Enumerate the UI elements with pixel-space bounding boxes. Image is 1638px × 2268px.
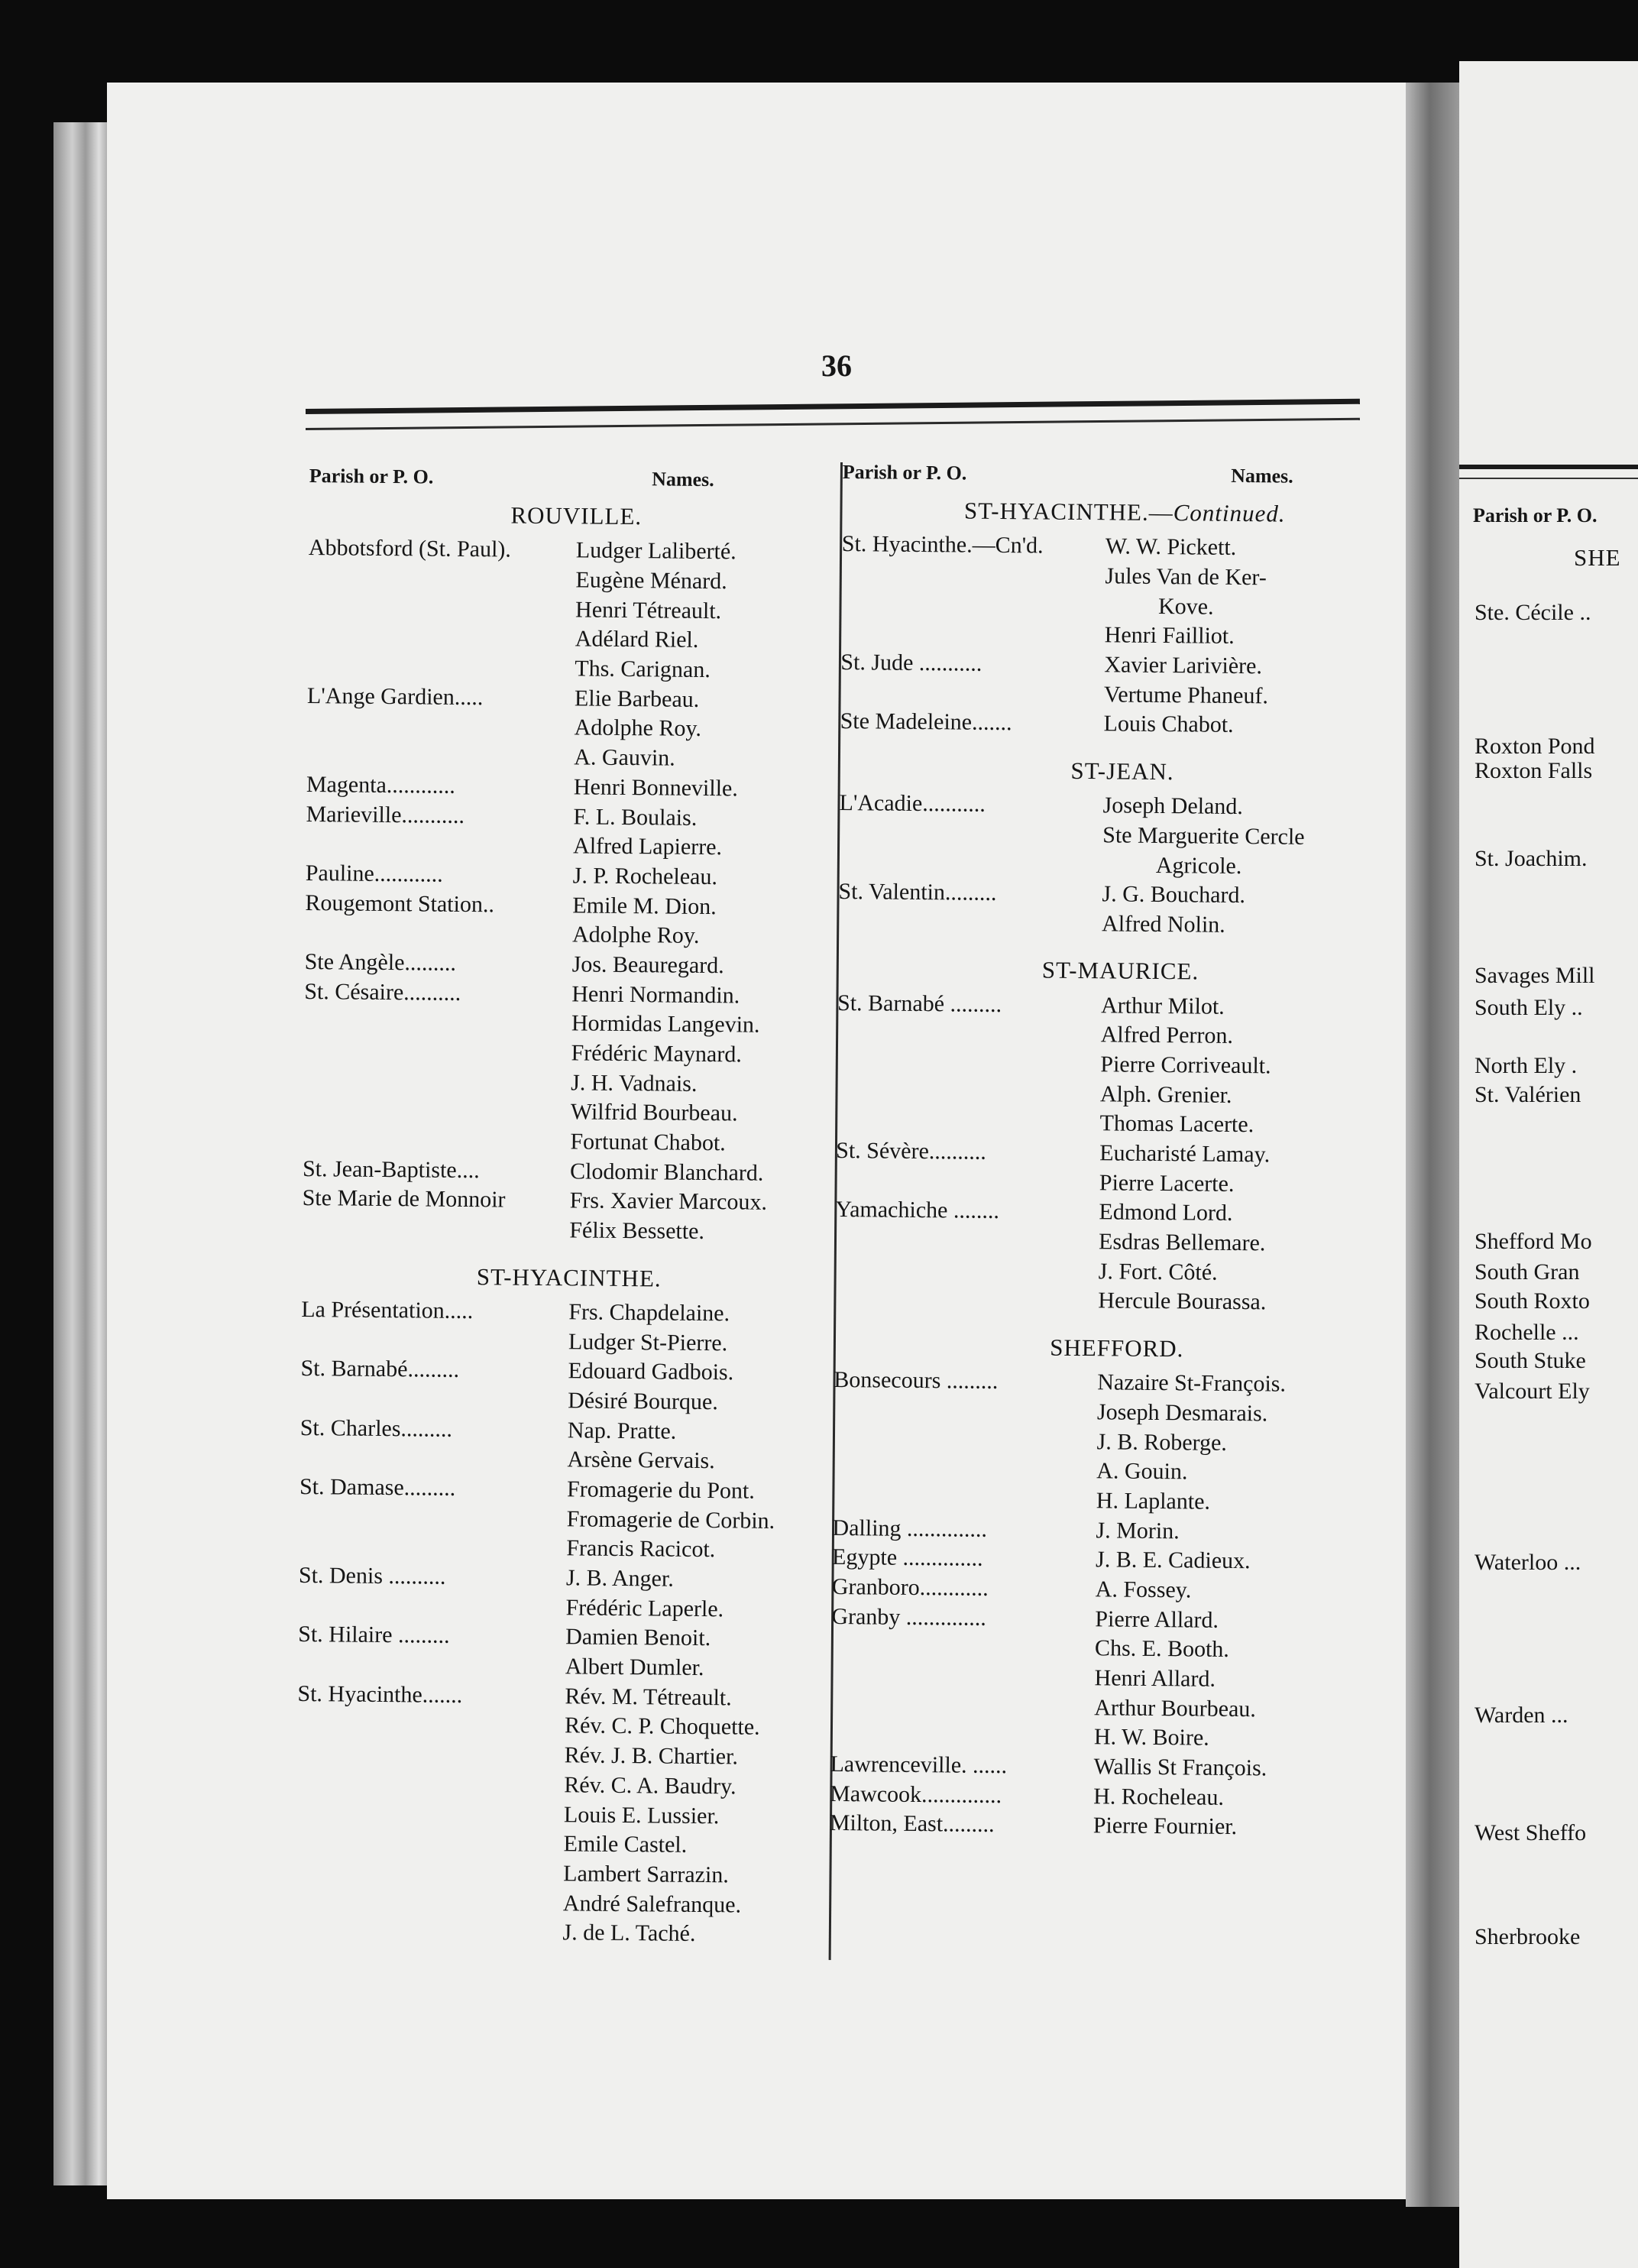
parish-name: [305, 932, 572, 935]
person-name: H. Rocheleau.: [1093, 1784, 1225, 1810]
person-name: J. B. Anger.: [565, 1565, 674, 1592]
facing-entry: North Ely .: [1475, 1053, 1578, 1078]
person-name: A. Gauvin.: [574, 744, 675, 771]
directory-row: [301, 1294, 836, 1329]
person-name: Francis Racicot.: [566, 1535, 716, 1563]
parish-name: [306, 844, 573, 846]
person-name: F. L. Boulais.: [573, 803, 698, 831]
parish-name: [830, 1706, 1094, 1708]
person-name: Arsène Gervais.: [567, 1447, 715, 1474]
person-name: Pierre Allard.: [1095, 1605, 1219, 1633]
person-name: J. B. Roberge.: [1096, 1428, 1228, 1456]
facing-entry: South Gran: [1475, 1259, 1580, 1285]
directory-row: [296, 1767, 831, 1802]
parish-name: St. Charles.........: [299, 1414, 453, 1442]
directory-row: [295, 1916, 830, 1950]
directory-row: [297, 1679, 832, 1713]
person-name: Vertume Phaneuf.: [1103, 682, 1269, 709]
person-name: A. Fossey.: [1095, 1576, 1192, 1603]
section-title-main: ST-HYACINTHE.—: [963, 497, 1173, 526]
person-name: Henri Normandin.: [571, 980, 740, 1009]
person-name: Rév. C. P. Choquette.: [564, 1712, 760, 1741]
person-name: Kove.: [1157, 593, 1214, 620]
directory-row: [296, 1886, 830, 1920]
parish-name: [299, 1517, 567, 1519]
person-name: Adolphe Roy.: [571, 922, 700, 949]
parish-name: L'Acadie...........: [839, 790, 986, 817]
parish-name: [837, 1092, 1100, 1094]
person-name: Alfred Perron.: [1100, 1022, 1234, 1049]
directory-row: [300, 1354, 835, 1388]
parish-name: Marieville...........: [306, 801, 465, 828]
parish-name: [841, 604, 1105, 606]
parish-name: Granby ..............: [831, 1603, 987, 1631]
section-title-continued: [842, 490, 1407, 535]
person-name: J. Morin.: [1096, 1517, 1180, 1544]
middle-sections: [830, 737, 1406, 1844]
parish-name: [297, 1753, 565, 1755]
person-name: Ths. Carignan.: [575, 656, 711, 683]
parish-name: Yamachiche ........: [835, 1197, 1000, 1224]
person-name: Emile M. Dion.: [572, 892, 717, 919]
person-name: Félix Bessette.: [569, 1217, 705, 1245]
person-name: Ste Marguerite Cercle: [1102, 822, 1305, 850]
facing-entry: South Ely ..: [1475, 995, 1583, 1020]
parish-name: [837, 1121, 1100, 1123]
person-name: Nap. Pratte.: [567, 1417, 677, 1444]
person-name: Damien Benoit.: [565, 1624, 711, 1651]
county-section: [834, 936, 1403, 1319]
person-name: Henri Tétreault.: [575, 597, 722, 624]
directory-row: [303, 1184, 837, 1218]
parish-name: St. Hyacinthe.......: [297, 1680, 463, 1708]
directory-row: [306, 740, 841, 775]
facing-entry: West Sheffo: [1475, 1820, 1587, 1845]
person-name: W. W. Pickett.: [1105, 533, 1237, 561]
parish-name: [297, 1723, 565, 1725]
parish-name: [837, 1062, 1100, 1064]
parish-name: Magenta............: [306, 771, 456, 799]
person-name: Wallis St François.: [1093, 1754, 1267, 1781]
county-section: [830, 1314, 1400, 1844]
facing-entry: Rochelle ...: [1475, 1320, 1579, 1345]
person-name: Edmond Lord.: [1099, 1199, 1233, 1226]
section-title: SHEFFORD.: [1050, 1333, 1184, 1362]
parish-name: [307, 725, 575, 727]
parish-name: [304, 1021, 571, 1023]
directory-row: [307, 652, 842, 686]
person-name: Emile Castel.: [563, 1831, 688, 1858]
directory-row: [299, 1502, 834, 1536]
directory-row: [306, 859, 840, 893]
directory-row: [300, 1384, 835, 1418]
directory-row: [306, 829, 840, 863]
parish-name: Ste Marie de Monnoir: [302, 1185, 506, 1213]
parish-name: [308, 608, 575, 610]
facing-entry: Ste. Cécile ..: [1475, 600, 1591, 625]
person-name: H. Laplante.: [1096, 1488, 1211, 1515]
left-sections: [295, 494, 843, 1950]
parish-name: [303, 1081, 571, 1083]
person-name: Ludger Laliberté.: [575, 537, 736, 565]
parish-name: [296, 1812, 564, 1814]
parish-name: [833, 1498, 1096, 1501]
parish-name: [839, 863, 1102, 865]
parish-name: L'Ange Gardien.....: [306, 682, 484, 710]
parish-name: St. Damase.........: [299, 1473, 456, 1501]
person-name: Pierre Lacerte.: [1099, 1169, 1235, 1197]
parish-name: Mawcook..............: [830, 1780, 1002, 1808]
directory-row: [309, 533, 843, 568]
person-name: Henri Bonneville.: [573, 774, 738, 802]
parish-name: Granboro............: [831, 1573, 989, 1601]
left-column: [295, 458, 844, 1950]
parish-name: [841, 633, 1105, 635]
parish-name: Bonsecours .........: [834, 1367, 999, 1395]
directory-row: [298, 1590, 833, 1625]
parish-name: [836, 1181, 1099, 1183]
person-name: Pierre Fournier.: [1093, 1813, 1238, 1840]
person-name: Eugène Ménard.: [575, 567, 727, 595]
parish-name: [834, 1439, 1097, 1441]
parish-name: [833, 1469, 1096, 1471]
parish-name: Milton, East.........: [829, 1810, 995, 1838]
person-name: Lambert Sarrazin.: [563, 1861, 729, 1888]
person-name: Fortunat Chabot.: [570, 1129, 726, 1156]
directory-row: [297, 1709, 832, 1743]
person-name: Hormidas Langevin.: [571, 1010, 760, 1038]
person-name: Fromagerie du Pont.: [566, 1476, 756, 1504]
person-name: Frs. Xavier Marcoux.: [569, 1187, 768, 1216]
parish-name: [306, 755, 574, 757]
directory-row: [297, 1738, 832, 1773]
person-name: Clodomir Blanchard.: [569, 1158, 764, 1186]
directory-row: [303, 1065, 838, 1100]
directory-row: [298, 1620, 833, 1654]
person-name: Alfred Lapierre.: [572, 833, 723, 860]
parish-name: [308, 637, 575, 639]
parish-name: Ste Angèle.........: [304, 948, 457, 976]
column-header: [843, 455, 1408, 495]
person-name: Adolphe Roy.: [574, 714, 702, 742]
parish-name: St. Denis ..........: [298, 1562, 446, 1589]
parish-name: St. Barnabé.........: [300, 1356, 460, 1383]
facing-entry: Roxton Pond: [1475, 734, 1595, 759]
person-name: Joseph Desmarais.: [1096, 1399, 1268, 1427]
parish-name: [303, 1139, 570, 1142]
person-name: J. B. E. Cadieux.: [1095, 1547, 1251, 1574]
person-name: Albert Dumler.: [565, 1654, 704, 1681]
parish-name: [835, 1269, 1099, 1272]
parish-name: [834, 1298, 1098, 1301]
page-stack-edge: [53, 122, 107, 2185]
person-name: Rév. C. A. Baudry.: [564, 1772, 736, 1800]
person-name: Eucharisté Lamay.: [1099, 1140, 1271, 1168]
parish-name: [838, 922, 1102, 924]
header-place: Parish or P. O.: [309, 464, 434, 488]
facing-column-header: Parish or P. O.: [1473, 504, 1598, 526]
directory-row: [304, 948, 839, 982]
parish-name: Ste Madeleine.......: [840, 708, 1012, 736]
person-name: Jules Van de Ker-: [1105, 563, 1267, 591]
person-name: Henri Allard.: [1094, 1665, 1216, 1692]
directory-row: [299, 1531, 834, 1566]
person-name: A. Gouin.: [1096, 1458, 1188, 1485]
person-name: Ludger St-Pierre.: [568, 1328, 728, 1356]
parish-name: [842, 574, 1105, 576]
person-name: Pierre Corriveault.: [1100, 1051, 1271, 1079]
person-name: Nazaire St-François.: [1097, 1369, 1287, 1397]
person-name: J. H. Vadnais.: [571, 1070, 698, 1097]
facing-entry: Sherbrooke: [1475, 1924, 1581, 1949]
parish-name: St. Barnabé .........: [837, 990, 1002, 1017]
directory-row: [303, 1154, 837, 1188]
parish-name: [837, 1032, 1101, 1035]
directory-row: [296, 1856, 830, 1891]
person-name: J. Fort. Côté.: [1098, 1259, 1218, 1285]
book-gutter: [1406, 83, 1459, 2207]
parish-name: [834, 1410, 1097, 1412]
directory-row: [306, 799, 840, 834]
parish-name: [307, 666, 575, 669]
header-place: Parish or P. O.: [842, 460, 967, 484]
parish-name: St. Jean-Baptiste....: [302, 1155, 480, 1183]
directory-row: [306, 711, 841, 745]
facing-header-rule-thin: [1459, 478, 1638, 479]
section-title: ROUVILLE.: [510, 501, 643, 530]
parish-name: [296, 1871, 563, 1874]
directory-row: [302, 1213, 837, 1248]
parish-name: [840, 692, 1104, 695]
directory-row: [307, 681, 842, 715]
facing-section-title: SHE: [1574, 544, 1621, 571]
person-name: Rév. M. Tétreault.: [565, 1683, 732, 1711]
section-title: ST-MAURICE.: [1041, 956, 1199, 985]
person-name: Louis E. Lussier.: [563, 1801, 720, 1829]
directory-row: [308, 592, 843, 627]
directory-row: [303, 1125, 837, 1159]
directory-row: [306, 770, 841, 804]
person-name: Henri Failliot.: [1104, 622, 1235, 650]
parish-name: La Présentation.....: [301, 1296, 474, 1324]
column-header: [309, 458, 844, 499]
parish-name: [831, 1676, 1095, 1678]
person-name: Frs. Chapdelaine.: [568, 1299, 730, 1327]
directory-row: [303, 1095, 838, 1129]
parish-name: [298, 1664, 565, 1667]
section-title: ST-HYACINTHE.: [476, 1262, 662, 1291]
directory-row: [296, 1797, 831, 1832]
parish-name: [296, 1901, 563, 1904]
facing-entry: Shefford Mo: [1475, 1229, 1592, 1254]
parish-name: [309, 578, 576, 580]
directory-row: [296, 1827, 830, 1861]
parish-name: [303, 1110, 571, 1112]
parish-name: [299, 1457, 567, 1460]
person-name: Esdras Bellemare.: [1098, 1229, 1266, 1256]
parish-name: Dalling ..............: [832, 1515, 988, 1542]
person-name: J. de L. Taché.: [562, 1920, 696, 1947]
parish-name: [304, 1051, 571, 1053]
directory-row: [305, 888, 840, 922]
parish-name: St. Sévère..........: [836, 1137, 987, 1165]
section-title: ST-JEAN.: [1070, 757, 1174, 785]
person-name: J. G. Bouchard.: [1102, 881, 1246, 909]
header-names: Names.: [1231, 464, 1293, 488]
person-name: Rév. J. B. Chartier.: [564, 1742, 739, 1770]
person-name: Arthur Bourbeau.: [1094, 1694, 1257, 1722]
directory-row: [304, 977, 839, 1011]
parish-name: St. Hyacinthe.—Cn'd.: [841, 531, 1044, 559]
facing-entry: Warden ...: [1475, 1703, 1568, 1728]
person-name: Hercule Bourassa.: [1098, 1288, 1267, 1315]
person-name: Xavier Larivière.: [1104, 652, 1263, 679]
person-name: Alph. Grenier.: [1099, 1081, 1232, 1108]
page-number: 36: [821, 348, 852, 383]
parish-name: St. Jude ...........: [840, 650, 982, 676]
facing-entry: South Roxto: [1475, 1288, 1590, 1314]
person-name: Arthur Milot.: [1100, 992, 1225, 1019]
facing-entry: South Stuke: [1475, 1348, 1586, 1373]
county-section: [302, 494, 843, 1248]
continued-rows: [840, 530, 1407, 742]
directory-row: [305, 918, 840, 952]
parish-name: [830, 1735, 1094, 1737]
parish-name: St. Hilaire .........: [298, 1622, 450, 1649]
directory-row: [299, 1561, 834, 1596]
facing-entry: Waterloo ...: [1475, 1550, 1581, 1575]
parish-name: [839, 833, 1102, 835]
directory-row: [301, 1324, 836, 1359]
middle-column: [830, 455, 1408, 1844]
directory-row: [304, 1006, 839, 1041]
directory-row: [300, 1413, 835, 1447]
person-name: Wilfrid Bourbeau.: [570, 1099, 738, 1126]
person-name: Edouard Gadbois.: [568, 1358, 734, 1385]
person-name: Alfred Nolin.: [1101, 911, 1225, 938]
person-name: Agricole.: [1155, 852, 1242, 879]
parish-name: [301, 1339, 568, 1341]
parish-name: Abbotsford (St. Paul).: [308, 535, 512, 562]
person-name: Adélard Riel.: [575, 626, 699, 653]
parish-name: [299, 1546, 566, 1548]
person-name: Elie Barbeau.: [574, 685, 700, 712]
parish-name: St. Valentin.........: [838, 879, 997, 906]
directory-row: [299, 1473, 834, 1507]
facing-entry: Roxton Falls: [1475, 758, 1593, 783]
parish-name: Pauline............: [305, 860, 443, 887]
facing-page: [1459, 61, 1638, 2268]
directory-row: [308, 563, 843, 598]
person-name: J. P. Rocheleau.: [572, 863, 718, 890]
parish-name: [831, 1646, 1095, 1648]
person-name: H. W. Boire.: [1093, 1724, 1209, 1751]
person-name: Jos. Beauregard.: [571, 951, 724, 979]
parish-name: [299, 1605, 566, 1608]
header-names: Names.: [652, 468, 714, 491]
section-title-suffix: Continued.: [1173, 499, 1286, 527]
person-name: André Salefranque.: [562, 1890, 742, 1918]
parish-name: [302, 1228, 569, 1230]
directory-row: [299, 1443, 834, 1477]
county-section: [295, 1243, 837, 1950]
parish-name: St. Césaire..........: [304, 978, 461, 1006]
directory-row: [303, 1036, 838, 1071]
person-name: Fromagerie de Corbin.: [566, 1505, 775, 1534]
person-name: Frédéric Maynard.: [571, 1040, 742, 1068]
person-name: Désiré Bourque.: [568, 1388, 718, 1415]
person-name: Joseph Deland.: [1102, 792, 1244, 820]
parish-name: Lawrenceville. ......: [830, 1751, 1008, 1779]
county-section: [838, 737, 1405, 942]
parish-name: [300, 1398, 568, 1401]
directory-row: [830, 1809, 1395, 1844]
person-name: Thomas Lacerte.: [1099, 1110, 1254, 1138]
parish-name: [296, 1930, 563, 1933]
facing-entry: Savages Mill: [1475, 963, 1595, 988]
facing-entry: St. Joachim.: [1475, 846, 1588, 871]
parish-name: [835, 1239, 1099, 1242]
facing-entry: Valcourt Ely: [1475, 1379, 1590, 1404]
facing-header-rule: [1459, 465, 1638, 469]
parish-name: Egypte ..............: [831, 1544, 983, 1572]
directory-row: [298, 1650, 833, 1684]
parish-name: Rougemont Station..: [305, 889, 495, 917]
person-name: Frédéric Laperle.: [565, 1595, 724, 1622]
directory-row: [308, 622, 843, 656]
person-name: Louis Chabot.: [1103, 711, 1234, 738]
parish-name: [296, 1842, 564, 1844]
facing-entry: St. Valérien: [1475, 1082, 1581, 1107]
parish-name: [296, 1783, 564, 1785]
person-name: Chs. E. Booth.: [1094, 1635, 1230, 1663]
